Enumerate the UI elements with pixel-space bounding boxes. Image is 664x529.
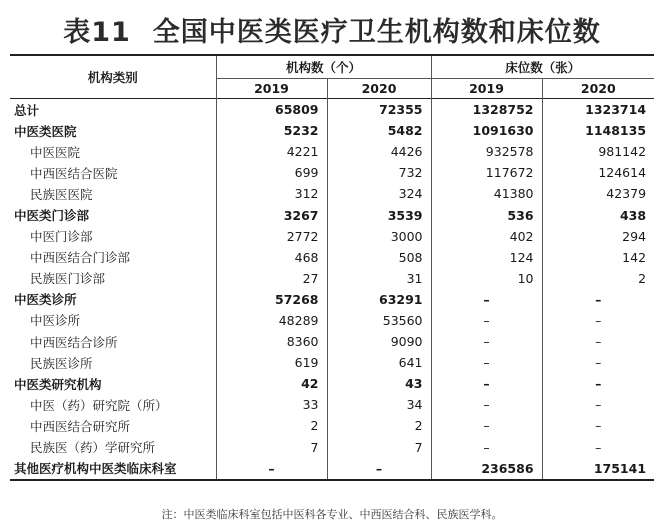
table-cell: 41380 (431, 183, 542, 204)
table-cell: 438 (619, 207, 647, 223)
table-row (10, 458, 654, 480)
table-row (10, 120, 654, 141)
table-cell: 3267 (216, 204, 327, 225)
table-cell: – (595, 312, 602, 328)
table-cell: 468 (216, 247, 327, 268)
table-row (10, 289, 654, 310)
row-label: 中医类医院 (10, 120, 216, 141)
table-cell: 175141 (593, 460, 647, 476)
row-label: 中医类诊所 (10, 289, 216, 310)
row-label: 中医类研究机构 (10, 373, 216, 394)
row-label: 民族医医院 (10, 183, 216, 204)
table-cell: 3000 (327, 226, 431, 247)
table-cell: 508 (327, 247, 431, 268)
table-row (10, 310, 654, 331)
table-cell: 53560 (327, 310, 431, 331)
row-label: 民族医门诊部 (10, 268, 216, 289)
table-row (10, 247, 654, 268)
table-cell: 1148135 (585, 123, 647, 139)
row-label: 中医类门诊部 (10, 204, 216, 225)
table-cell: 33 (216, 394, 327, 415)
header-year: 2020 (327, 79, 431, 99)
table-cell: 1328752 (431, 99, 542, 121)
table-cell: 42379 (606, 186, 647, 202)
row-label: 其他医疗机构中医类临床科室 (10, 458, 216, 480)
table-row (10, 415, 654, 436)
table-cell: – (431, 415, 542, 436)
table-row (10, 394, 654, 415)
header-year: 2020 (580, 81, 616, 96)
table-cell: 5482 (327, 120, 431, 141)
table-cell: 932578 (431, 141, 542, 162)
page-title (0, 10, 664, 49)
row-label: 中西医结合医院 (10, 162, 216, 183)
table-row (10, 141, 654, 162)
table-cell: 2 (638, 270, 647, 286)
table-cell: – (431, 373, 542, 394)
table-cell: 72355 (327, 99, 431, 121)
row-label: 中西医结合门诊部 (10, 247, 216, 268)
table-cell: 10 (431, 268, 542, 289)
header-institutions: 机构数（个） (216, 55, 431, 79)
table-cell: – (216, 458, 327, 480)
table-cell: 981142 (598, 144, 647, 160)
table-cell: 57268 (216, 289, 327, 310)
table-cell: 7 (327, 437, 431, 458)
header-year: 2019 (431, 79, 542, 99)
row-label: 中医医院 (10, 141, 216, 162)
row-label: 民族医（药）学研究所 (10, 437, 216, 458)
table-row (10, 183, 654, 204)
table-row (10, 331, 654, 352)
table-cell: 142 (622, 249, 647, 265)
table-cell: 117672 (431, 162, 542, 183)
table-row (10, 204, 654, 225)
table-cell: – (595, 291, 602, 307)
table-cell: 42 (216, 373, 327, 394)
table-row (10, 268, 654, 289)
table-cell: 5232 (216, 120, 327, 141)
table-row (10, 226, 654, 247)
table-cell: 1091630 (431, 120, 542, 141)
table-cell: 4426 (327, 141, 431, 162)
table-cell: 2 (327, 415, 431, 436)
table-cell: 699 (216, 162, 327, 183)
row-label: 中医（药）研究院（所） (10, 394, 216, 415)
table-cell: 31 (327, 268, 431, 289)
table-row (10, 99, 654, 121)
table-cell: – (327, 458, 431, 480)
table-cell: – (431, 394, 542, 415)
table-cell: 4221 (216, 141, 327, 162)
footnote: 注：中医类临床科室包括中医科各专业、中西医结合科、民族医学科。 (161, 508, 503, 521)
table-cell: 43 (327, 373, 431, 394)
row-label: 民族医诊所 (10, 352, 216, 373)
table-cell: – (595, 334, 602, 350)
table-cell: – (595, 376, 602, 392)
table-header (10, 55, 654, 99)
table-cell: – (431, 331, 542, 352)
table-cell: 402 (431, 226, 542, 247)
header-beds: 床位数（张） (431, 55, 654, 79)
table-cell: 48289 (216, 310, 327, 331)
table-title: 全国中医类医疗卫生机构数和床位数 (152, 17, 601, 48)
table-cell: – (431, 352, 542, 373)
table-cell: – (431, 289, 542, 310)
table-row (10, 162, 654, 183)
table-row (10, 352, 654, 373)
table-cell: 641 (327, 352, 431, 373)
table-cell: 3539 (327, 204, 431, 225)
table-cell: 8360 (216, 331, 327, 352)
table-number: 表11 (63, 17, 131, 48)
table-cell: – (595, 397, 602, 413)
row-label: 中西医结合研究所 (10, 415, 216, 436)
header-category: 机构类别 (10, 55, 216, 99)
table-cell: – (595, 439, 602, 455)
row-label: 总计 (10, 99, 216, 121)
table-cell: 294 (622, 228, 647, 244)
row-label: 中西医结合诊所 (10, 331, 216, 352)
table-cell: – (431, 437, 542, 458)
table-cell: 2 (216, 415, 327, 436)
table-cell: 34 (327, 394, 431, 415)
table-row (10, 437, 654, 458)
table-cell: 65809 (216, 99, 327, 121)
table-cell: 312 (216, 183, 327, 204)
table-cell: 236586 (431, 458, 542, 480)
table-container (10, 54, 654, 481)
table-cell: 124614 (598, 165, 647, 181)
data-table (10, 54, 654, 481)
table-cell: 7 (216, 437, 327, 458)
table-cell: 27 (216, 268, 327, 289)
table-row (10, 373, 654, 394)
header-year: 2019 (216, 79, 327, 99)
table-cell: 536 (431, 204, 542, 225)
table-cell: 732 (327, 162, 431, 183)
table-cell: 324 (327, 183, 431, 204)
table-cell: 124 (431, 247, 542, 268)
table-body (10, 99, 654, 480)
table-cell: – (595, 418, 602, 434)
table-cell: – (431, 310, 542, 331)
row-label: 中医诊所 (10, 310, 216, 331)
table-cell: – (595, 355, 602, 371)
table-cell: 619 (216, 352, 327, 373)
row-label: 中医门诊部 (10, 226, 216, 247)
table-cell: 2772 (216, 226, 327, 247)
table-cell: 9090 (327, 331, 431, 352)
table-cell: 63291 (327, 289, 431, 310)
table-cell: 1323714 (585, 102, 647, 118)
